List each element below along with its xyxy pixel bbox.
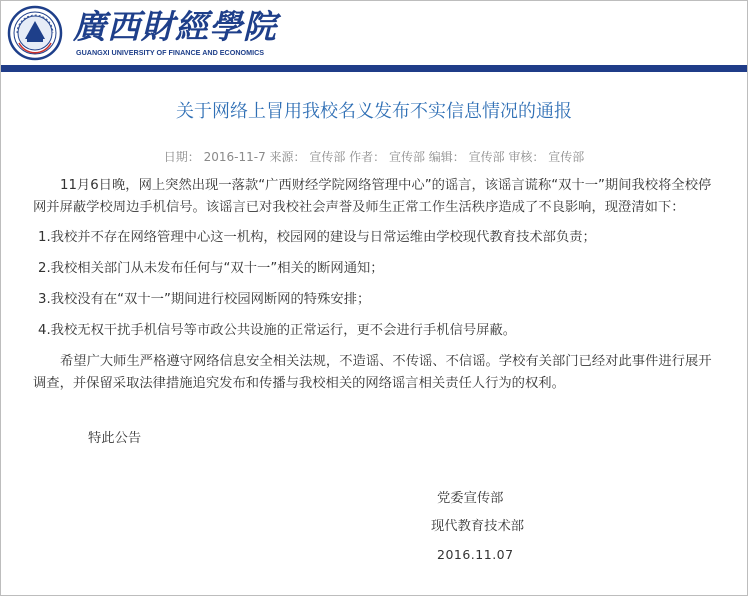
university-name-logo: 廣西財經學院 <box>73 7 277 46</box>
site-header <box>1 1 747 65</box>
list-item: 4.我校无权干扰手机信号等市政公共设施的正常运行，更不会进行手机信号屏蔽。 <box>38 323 517 338</box>
article-meta: 日期： 2016-11-7 来源： 宣传部 作者： 宣传部 编辑： 宣传部 审核： 宣传部 <box>163 150 585 164</box>
university-english-name: GUANGXI UNIVERSITY OF FINANCE AND ECONOMICS <box>76 48 265 57</box>
header-divider-bar <box>1 65 747 72</box>
list-item: 1.我校并不存在网络管理中心这一机构，校园网的建设与日常运维由学校现代教育技术部负责； <box>38 230 596 245</box>
conclusion-paragraph: 希望广大师生严格遵守网络信息安全相关法规，不造谣、不传谣、不信谣。学校有关部门已经对此事件进行展开调查，并保留采取法律措施追究发布和传播与我校相关的网络谣言相关责任人行为的权利。 <box>33 354 712 391</box>
list-item: 2.我校相关部门从未发布任何与“双十一”相关的断网通知； <box>38 261 384 276</box>
signature-department: 党委宣传部 <box>437 491 504 506</box>
closing-line: 特此公告 <box>88 431 142 446</box>
university-seal-logo <box>7 5 63 61</box>
list-item: 3.我校没有在“双十一”期间进行校园网断网的特殊安排； <box>38 292 371 307</box>
signature-department: 现代教育技术部 <box>431 519 525 534</box>
article-body <box>33 175 723 395</box>
article-title: 关于网络上冒用我校名义发布不实信息情况的通报 <box>176 101 572 122</box>
signature-date: 2016.11.07 <box>437 547 514 562</box>
intro-paragraph: 11月6日晚，网上突然出现一落款“广西财经学院网络管理中心”的谣言，该谣言谎称“双十一”期间我校将全校停网并屏蔽学校周边手机信号。该谣言已对我校社会声誉及师生正常工作生活秩序造成了不良影响，现澄清如下： <box>33 178 712 215</box>
